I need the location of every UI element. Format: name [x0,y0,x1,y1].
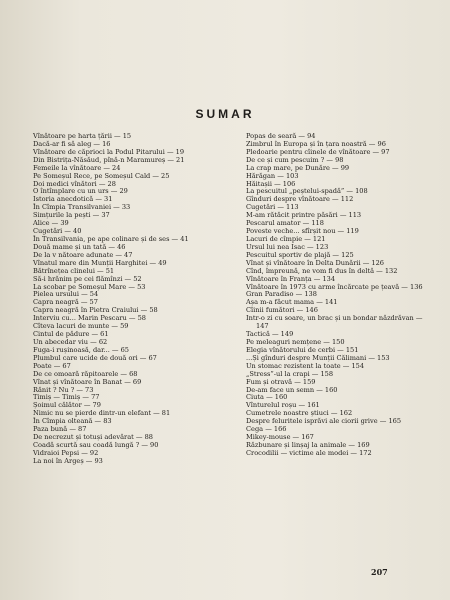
toc-entry: Pledoarie pentru cîinele de vînătoare — 97 [246,147,390,156]
toc-entry: Vînat și vînătoare în Delta Dunării — 126 [246,258,384,267]
page-number: 207 [371,567,388,577]
toc-entry: Vînatul mare din Munții Harghitei — 49 [33,258,167,267]
toc-entry: Rănit ? Nu ? — 73 [33,385,94,394]
toc-entry: Elegia vînătorului de cerbi — 151 [246,345,359,354]
toc-entry: Să-i hrănim pe cei flămînzi — 52 [33,274,142,283]
toc-entry: Ciuta — 160 [246,393,288,402]
toc-entry: Capra neagră în Pietra Craiului — 58 [33,306,158,315]
toc-entry: Cintul de pădure — 61 [33,330,109,339]
toc-entry: M-am rătăcit printre păsări — 113 [246,211,362,220]
toc-entry: Tactică — 149 [246,330,294,339]
toc-entry: Ursul lui nea Isac — 123 [246,242,329,251]
toc-entry: Gînduri despre vînătoare — 112 [246,195,354,204]
toc-entry: Femeile la vînătoare — 24 [33,163,121,172]
toc-entry: De ce omoară răpitoarele — 68 [33,369,138,378]
toc-entry: Simțurile la pești — 37 [33,211,110,220]
toc-entry: Hăitașii — 106 [246,179,296,188]
toc-entry: Cînd, împreună, ne vom fi dus în deltă — 132 [246,266,398,275]
toc-entry: Pielea ursului — 54 [33,290,99,299]
toc-entry: Așa m-a făcut mama — 141 [246,298,338,307]
toc-entry: Vidraioi Pepsi — 92 [33,448,99,457]
toc-entry: Timiș — Timiș — 77 [33,393,100,402]
toc-entry: De necrezut și totuși adevărat — 88 [33,433,153,442]
toc-entry: ...Și gînduri despre Munții Călimani — 153 [246,353,390,362]
toc-entry: Răzbunare și linșaj la animale — 169 [246,440,370,449]
toc-entry: Pe meleaguri nemțene — 150 [246,337,345,346]
toc-entry: Paza bună — 87 [33,425,87,434]
toc-entry: Mikey-mouse — 167 [246,433,314,442]
page-title: SUMAR [195,107,255,121]
toc-entry: Coadă scurtă sau coadă lungă ? — 90 [33,440,159,449]
toc-entry: Un abecedar viu — 62 [33,337,108,346]
toc-entry: Capra neagră — 57 [33,298,98,307]
toc-entry: Șoimul călător — 79 [33,401,101,410]
toc-entry: Istoria anecdotică — 31 [33,195,113,204]
toc-entry: De ce și cum pescuim ? — 98 [246,155,344,164]
toc-right-column [246,133,436,458]
toc-entry: Alice — 39 [33,219,69,228]
toc-entry: Vînat și vînătoare în Banat — 69 [33,377,142,386]
toc-entry: Poveste veche... sfîrșit nou — 119 [246,227,359,236]
toc-entry: Un stomac rezistent la toate — 154 [246,361,365,370]
toc-entry: La crap mare, pe Dunăre — 99 [246,163,350,172]
toc-entry: Poate — 67 [33,361,71,370]
toc-entry: Cugetări — 40 [33,227,82,236]
toc-entry: La scobar pe Someșul Mare — 53 [33,282,146,291]
toc-entry: Vînătoare în 1973 cu arme încărcate pe țeavă — 136 [246,282,423,291]
toc-entry: „Stress”-ul la crapi — 158 [246,369,334,378]
toc-entry: Pescuitul sportiv de plajă — 125 [246,250,354,259]
toc-entry: Cugetări — 113 [246,203,299,212]
toc-entry: Plumbul care ucide de două ori — 67 [33,353,157,362]
toc-entry: Fuga-i rușinoasă, dar... — 65 [33,345,129,354]
toc-entry: Despre feluritele isprăvi ale ciorii grive — 165 [246,417,402,426]
toc-entry: Fum și otravă — 159 [246,377,316,386]
toc-left-column [33,133,231,466]
toc-entry: De la v nătoare adunate — 47 [33,250,133,259]
toc-entry: Intr-o zi cu soare, un brac și un bondar năzdrăvan — 147 [246,314,423,331]
toc-entry: În Transilvania, pe ape colinare și de ses — 41 [33,234,189,243]
toc-entry: Vînătoare în Franța — 134 [246,274,336,283]
toc-entry: Doi medici vînători — 28 [33,179,116,188]
toc-entry: Bătrînețea clinelui — 51 [33,266,115,275]
toc-entry: La pescuitul „peștelui-spadă” — 108 [246,187,368,196]
toc-entry: Popas de seară — 94 [246,132,316,140]
toc-entry: La noi în Argeș — 93 [33,456,103,465]
toc-entry: Vînătoare pe harta țării — 15 [33,132,132,140]
toc-entry: Vînturelul roșu — 161 [246,401,320,410]
toc-entry: În Cîmpia olteană — 83 [33,417,112,426]
toc-entry: Hărăgan — 103 [246,171,299,180]
toc-entry: Lacuri de cîmpie — 121 [246,234,326,243]
toc-entry: Gran Paradiso — 138 [246,290,317,299]
toc-entry: Cumetrele noastre știuci — 162 [246,409,353,418]
toc-entry: Dacă-ar fi să aleg — 16 [33,139,111,148]
toc-entry: Două mame și un tată — 46 [33,242,126,251]
toc-entry: Din Bistrița-Năsăud, pînă-n Maramureș — 21 [33,155,185,164]
toc-entry: Crocodilii — victime ale modei — 172 [246,448,372,457]
toc-entry: Cega — 166 [246,425,287,434]
toc-entry: Vînătoare de căprioci la Podul Pitarului — 19 [33,147,185,156]
toc-entry: Interviu cu... Marin Pescaru — 58 [33,314,146,323]
toc-entry: Pescarul amator — 118 [246,219,324,228]
toc-entry: Pe Someșul Rece, pe Someșul Cald — 25 [33,171,170,180]
toc-entry: Nimic nu se pierde dintr-un elefant — 81 [33,409,171,418]
toc-entry: În Cîmpia Transilvaniei — 33 [33,203,131,212]
toc-entry: Cîinii fumători — 146 [246,306,318,315]
toc-entry: O întîmplare cu un urs — 29 [33,187,128,196]
toc-entry: De-am face un semn — 160 [246,385,338,394]
toc-entry: Cîteva lacuri de munte — 59 [33,322,129,331]
toc-entry: Zimbrul în Europa și în țara noastră — 96 [246,139,386,148]
